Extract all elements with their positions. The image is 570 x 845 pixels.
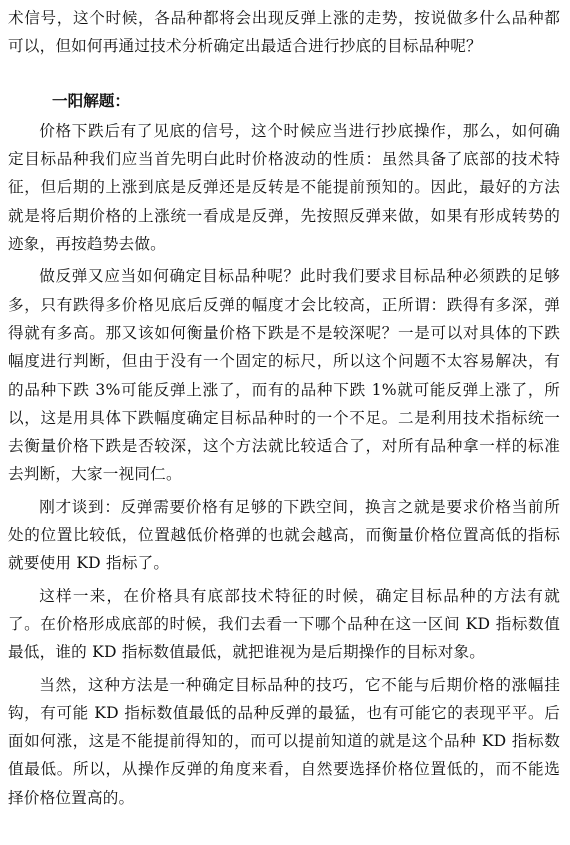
- section-heading: 一阳解题：: [52, 91, 130, 110]
- intro-paragraph: 术信号，这个时候，各品种都将会出现反弹上涨的走势，按说做多什么品种都可以，但如何再通过技术分析确定出最适合进行抄底的目标品种呢？: [8, 9, 560, 56]
- body-paragraph-3: 刚才谈到：反弹需要价格有足够的下跌空间，换言之就是要求价格当前所处的位置比较低，位置越低价格弹的也就会越高，而衡量价格位置高低的指标就要使用 KD 指标了。: [8, 497, 560, 573]
- body-paragraph-1: 价格下跌后有了见底的信号，这个时候应当进行抄底操作，那么，如何确定目标品种我们应当首先明白此时价格波动的性质：虽然具备了底部的技术特征，但后期的上涨到底是反弹还是反转是不能提前预知的。因此，最好的方法就是将后期价格的上涨统一看成是反弹，先按照反弹来做，如果有形成转势的迹象，再按趋势去做。: [8, 121, 560, 254]
- body-paragraph-5: 当然，这种方法是一种确定目标品种的技巧，它不能与后期价格的涨幅挂钩，有可能 KD 指标数值最低的品种反弹的最猛，也有可能它的表现平平。后面如何涨，这是不能提前得知的，而可以提前知道的就是这个品种 KD 指标数值最低。所以，从操作反弹的角度来看，自然要选择价格位置低的，而不能选择价格位置高的。: [8, 675, 560, 807]
- body-paragraph-2: 做反弹又应当如何确定目标品种呢？此时我们要求目标品种必须跌的足够多，只有跌得多价格见底后反弹的幅度才会比较高，正所谓：跌得有多深，弹得就有多高。那又该如何衡量价格下跌是不是较深呢？一是可以对具体的下跌幅度进行判断，但由于没有一个固定的标尺，所以这个问题不太容易解决，有的品种下跌 3%可能反弹上涨了，而有的品种下跌 1%就可能反弹上涨了，所以，这是用具体下跌幅度确定目标品种时的一个不足。二是利用技术指标统一去衡量价格下跌是否较深，这个方法就比较适合了，对所有品种拿一样的标准去判断，大家一视同仁。: [8, 267, 560, 484]
- body-paragraph-4: 这样一来，在价格具有底部技术特征的时候，确定目标品种的方法有就了。在价格形成底部的时候，我们去看一下哪个品种在这一区间 KD 指标数值最低，谁的 KD 指标数值最低，就把谁视为是后期操作的目标对象。: [8, 586, 560, 662]
